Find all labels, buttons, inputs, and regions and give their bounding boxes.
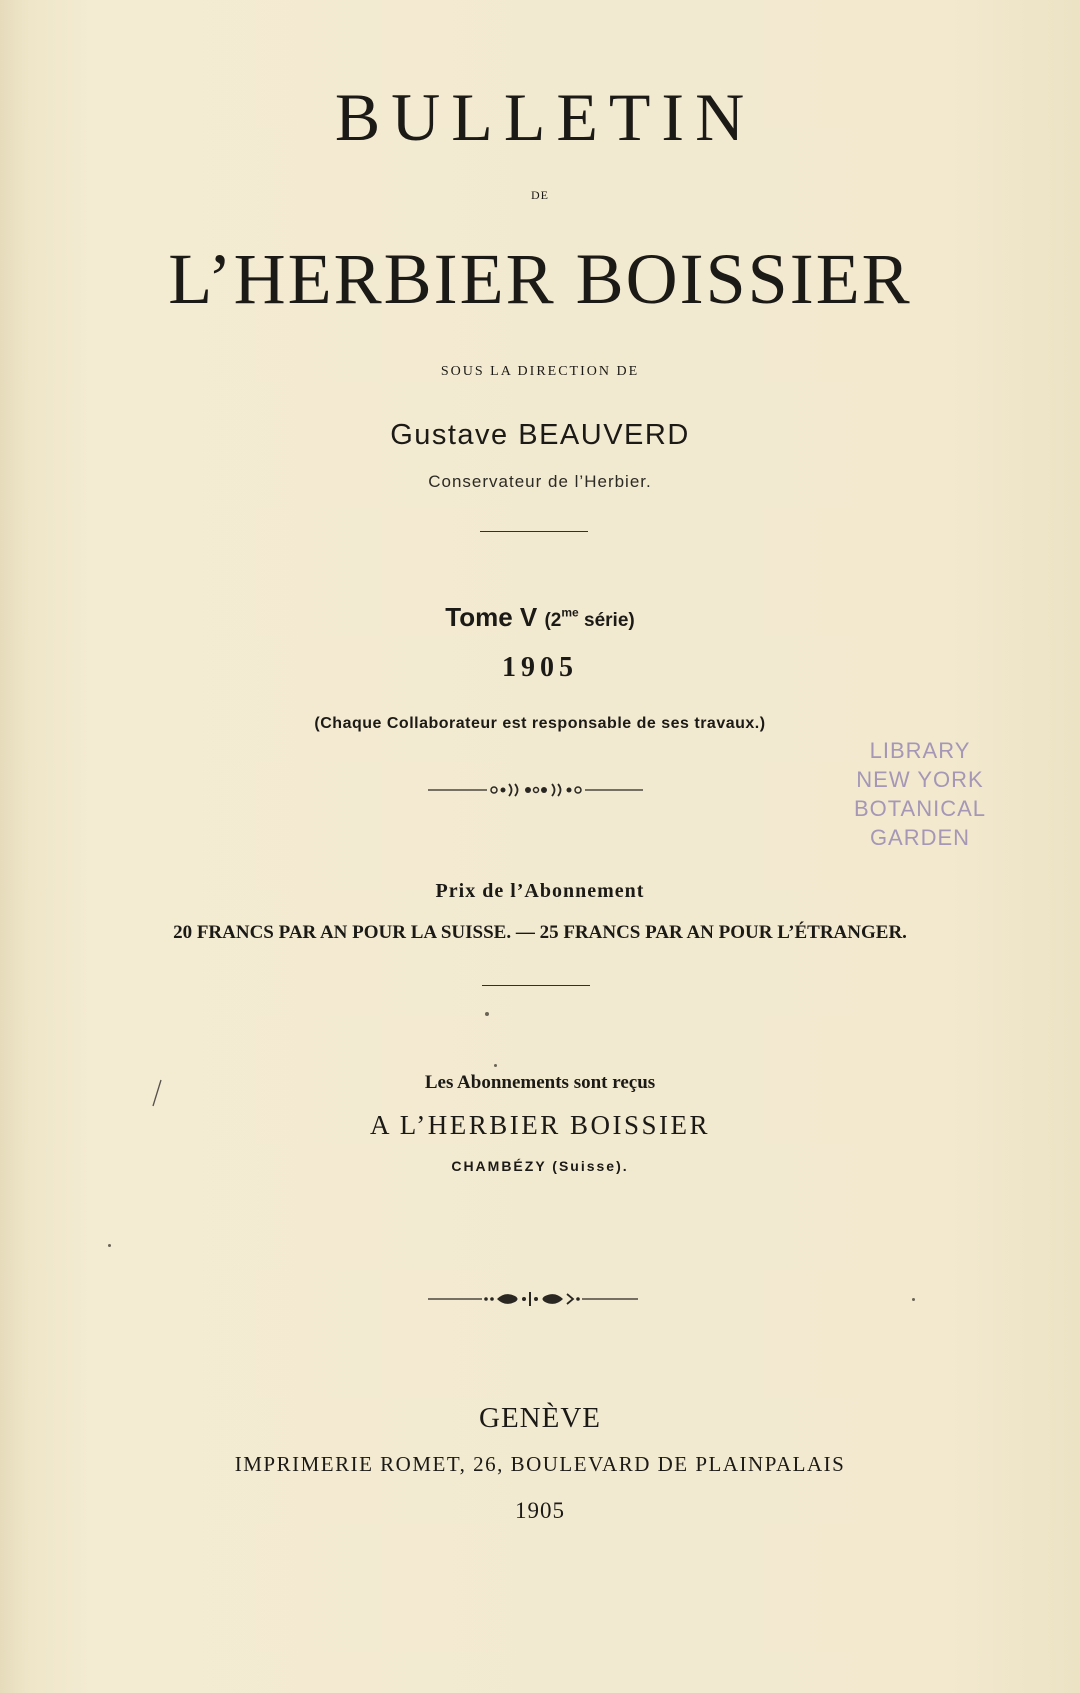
pencil-mark — [150, 1078, 164, 1108]
tome-serie-exp: me — [561, 605, 579, 620]
tome-serie-end: série) — [578, 610, 635, 631]
stamp-line-4: GARDEN — [869, 825, 971, 850]
responsibility-note: (Chaque Collaborateur est responsable de ses travaux.) — [314, 715, 766, 732]
imprint-year: 1905 — [515, 1498, 565, 1523]
paper-speck — [108, 1244, 111, 1247]
subscription-heading: Prix de l’Abonnement — [435, 880, 645, 902]
imprint-printer: IMPRIMERIE ROMET, 26, BOULEVARD DE PLAINPALAIS — [234, 1452, 846, 1476]
tome-main: Tome V — [445, 602, 538, 632]
subscription-place-detail: CHAMBÉZY (Suisse). — [451, 1158, 629, 1174]
subscription-rates: 20 FRANCS PAR AN POUR LA SUISSE. — 25 FRANCS PAR AN POUR L’ÉTRANGER. — [173, 922, 907, 943]
divider-rule-2 — [482, 985, 590, 986]
stamp-line-3: BOTANICAL — [853, 796, 987, 821]
subscription-place: A L’HERBIER BOISSIER — [369, 1110, 711, 1140]
herbier-title: L’HERBIER BOISSIER — [168, 239, 912, 319]
volume-year: 1905 — [502, 652, 578, 683]
paper-speck — [485, 1012, 489, 1016]
editor-role: Conservateur de l’Herbier. — [428, 472, 652, 491]
bulletin-title: BULLETIN — [334, 79, 756, 155]
stamp-line-2: NEW YORK — [856, 767, 984, 792]
paper-speck — [912, 1298, 915, 1301]
de-label: DE — [531, 188, 549, 202]
stamp-line-1: LIBRARY — [869, 738, 971, 763]
imprint-city: GENÈVE — [479, 1402, 601, 1434]
ornament-divider-2 — [0, 1284, 1080, 1314]
paper-speck — [494, 1064, 497, 1067]
tome-label — [0, 602, 1080, 633]
divider-rule-1 — [480, 531, 588, 532]
editor-name: Gustave BEAUVERD — [390, 419, 690, 451]
subscriptions-received: Les Abonnements sont reçus — [424, 1072, 656, 1093]
library-stamp — [830, 736, 1010, 852]
tome-serie-open: (2 — [544, 610, 562, 631]
direction-label: SOUS LA DIRECTION DE — [440, 364, 640, 379]
